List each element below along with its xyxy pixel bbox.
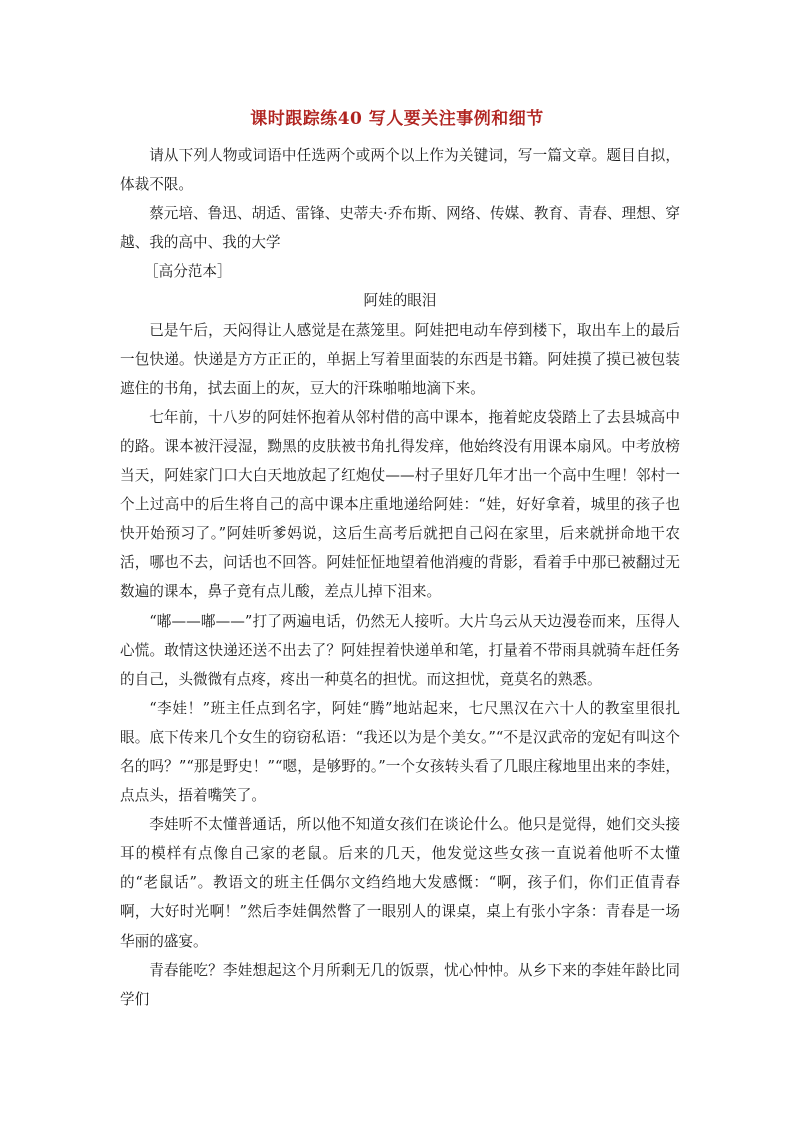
essay-paragraph: “嘟——嘟——”打了两遍电话，仍然无人接听。大片乌云从天边漫卷而来，压得人心慌。敢情这快递还送不出去了？阿娃捏着快递单和笔，打量着不带雨具就骑车赶任务的自己，头微微有点疼，疼出一种莫名的担忧。而这担忧，竟莫名的熟悉。: [120, 612, 680, 688]
keywords-paragraph: 蔡元培、鲁迅、胡适、雷锋、史蒂夫·乔布斯、网络、传媒、教育、青春、理想、穿越、我的高中、我的大学: [120, 205, 680, 252]
document-title: 课时跟踪练40 写人要关注事例和细节: [250, 109, 544, 129]
essay-paragraph: 已是午后，天闷得让人感觉是在蒸笼里。阿娃把电动车停到楼下，取出车上的最后一包快递。快递是方方正正的，单据上写着里面装的东西是书籍。阿娃摸了摸已被包装遮住的书角，拭去面上的灰，豆大的汗珠啪啪地滴下来。: [120, 321, 680, 397]
sample-label: ［高分范本］: [144, 263, 232, 281]
essay-title: 阿娃的眼泪: [363, 292, 437, 310]
essay-paragraph: “李娃！”班主任点到名字，阿娃“腾”地站起来，七尺黑汉在六十人的教室里很扎眼。底下传来几个女生的窃窃私语：“我还以为是个美女。”“不是汉武帝的宠妃有叫这个名的吗？”“那是野史！”“嗯，是够野的。”一个女孩转头看了几眼庄稼地里出来的李娃，点点头，捂着嘴笑了。: [120, 699, 680, 805]
prompt-paragraph: 请从下列人物或词语中任选两个或两个以上作为关键词，写一篇文章。题目自拟，体裁不限。: [120, 147, 680, 194]
document-body: [120, 141, 680, 1014]
essay-paragraph: 李娃听不太懂普通话，所以他不知道女孩们在谈论什么。他只是觉得，她们交头接耳的模样有点像自己家的老鼠。后来的几天，他发觉这些女孩一直说着他听不太懂的“老鼠话”。教语文的班主任偶尔文绉绉地大发感慨：“啊，孩子们，你们正值青春啊，大好时光啊！”然后李娃偶然瞥了一眼别人的课桌，桌上有张小字条：青春是一场华丽的盛宴。: [120, 816, 680, 950]
essay-paragraph: 七年前，十八岁的阿娃怀抱着从邻村借的高中课本，拖着蛇皮袋踏上了去县城高中的路。课本被汗浸湿，黝黑的皮肤被书角扎得发痒，他始终没有用课本扇风。中考放榜当天，阿娃家门口大白天地放起了红炮仗——村子里好几年才出一个高中生哩！邻村一个上过高中的后生将自己的高中课本庄重地递给阿娃：“娃，好好拿着，城里的孩子也快开始预习了。”阿娃听爹妈说，这后生高考后就把自己闷在家里，后来就拼命地干农活，哪也不去，问话也不回答。阿娃怔怔地望着他消瘦的背影，看着手中那已被翻过无数遍的课本，鼻子竟有点儿酸，差点儿掉下泪来。: [120, 408, 680, 601]
essay-paragraph: 青春能吃？李娃想起这个月所剩无几的饭票，忧心忡忡。从乡下来的李娃年龄比同学们: [120, 961, 680, 1008]
